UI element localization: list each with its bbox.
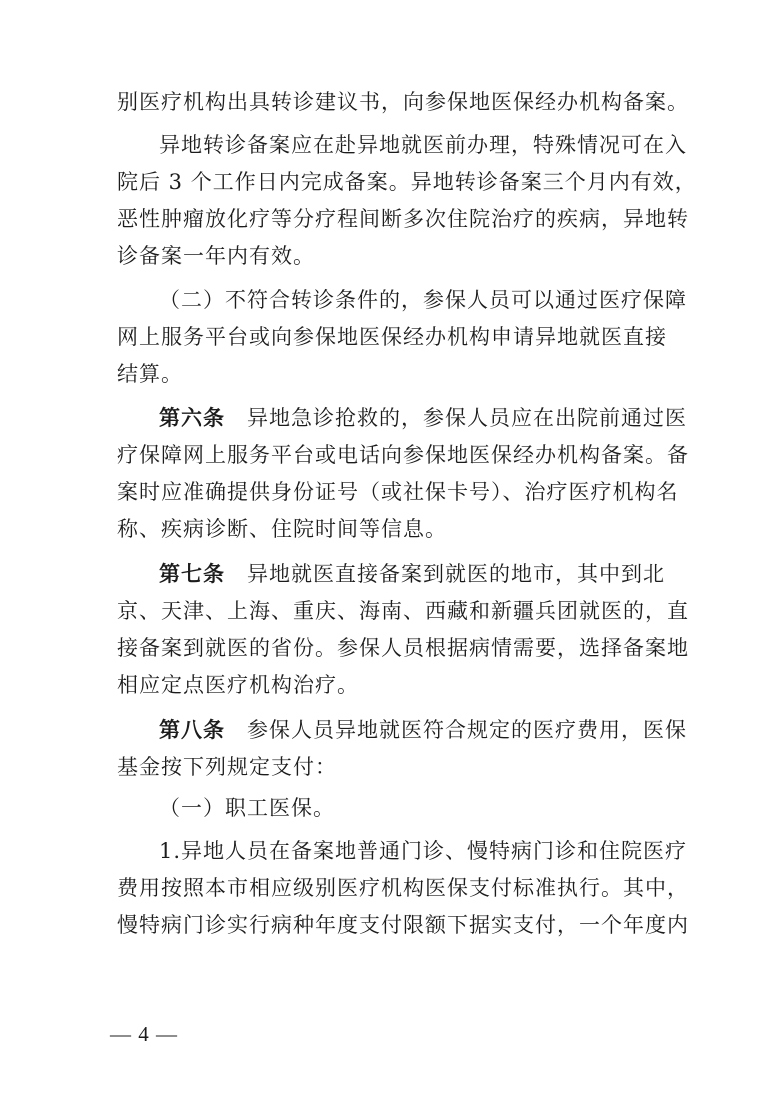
text-line: 京、天津、上海、重庆、海南、西藏和新疆兵团就医的，直: [117, 599, 689, 623]
text-line: [117, 556, 669, 593]
text-line: 费用按照本市相应级别医疗机构医保支付标准执行。其中，: [117, 876, 689, 900]
text-run: 异地就医直接备案到就医的地市，其中到北: [247, 562, 665, 586]
text-line: 疗保障网上服务平台或电话向参保地医保经办机构备案。备: [117, 443, 689, 467]
article-6: [117, 400, 689, 548]
text-line: 基金按下列规定支付：: [117, 755, 337, 779]
text-run: 异地急诊抢救的，参保人员应在出院前通过医: [247, 406, 687, 430]
paragraph-1: [117, 84, 689, 121]
text-line: 案时应准确提供身份证号（或社保卡号）、治疗医疗机构名: [117, 480, 679, 504]
text-line: 异地转诊备案应在赴异地就医前办理，特殊情况可在入: [159, 133, 687, 157]
text-line: （二）不符合转诊条件的，参保人员可以通过医疗保障: [159, 288, 687, 312]
text-line: 诊备案一年内有效。: [117, 244, 315, 268]
page-number: — 4 —: [110, 1022, 178, 1046]
text-line: 院后 3 个工作日内完成备案。异地转诊备案三个月内有效，: [117, 170, 697, 194]
section-heading: [117, 790, 669, 827]
article-8: [117, 712, 687, 786]
text-line: 慢特病门诊实行病种年度支付限额下据实支付，一个年度内: [117, 913, 689, 937]
text-line: 相应定点医疗机构治疗。: [117, 673, 359, 697]
text-line: 网上服务平台或向参保地医保经办机构申请异地就医直接: [117, 325, 667, 349]
article-heading: 第七条: [159, 562, 225, 586]
paragraph-3: [117, 282, 687, 393]
text-line: 别医疗机构出具转诊建议书，向参保地医保经办机构备案。: [117, 90, 689, 114]
article-heading: 第八条: [159, 718, 225, 742]
text-line: 接备案到就医的省份。参保人员根据病情需要，选择备案地: [117, 636, 689, 660]
text-line: 称、疾病诊断、住院时间等信息。: [117, 517, 447, 541]
text-line: [117, 400, 687, 437]
text-line: [117, 712, 687, 749]
text-line: 1.异地人员在备案地普通门诊、慢特病门诊和住院医疗: [159, 839, 688, 863]
text-run: 参保人员异地就医符合规定的医疗费用，医保: [247, 718, 687, 742]
text-line: 结算。: [117, 362, 183, 386]
text-line: 恶性肿瘤放化疗等分疗程间断多次住院治疗的疾病，异地转: [117, 207, 689, 231]
paragraph-2: [117, 127, 697, 275]
text-line: （一）职工医保。: [159, 796, 335, 820]
article-heading: 第六条: [159, 406, 225, 430]
paragraph-item-1: [117, 833, 689, 944]
article-7: [117, 556, 689, 704]
